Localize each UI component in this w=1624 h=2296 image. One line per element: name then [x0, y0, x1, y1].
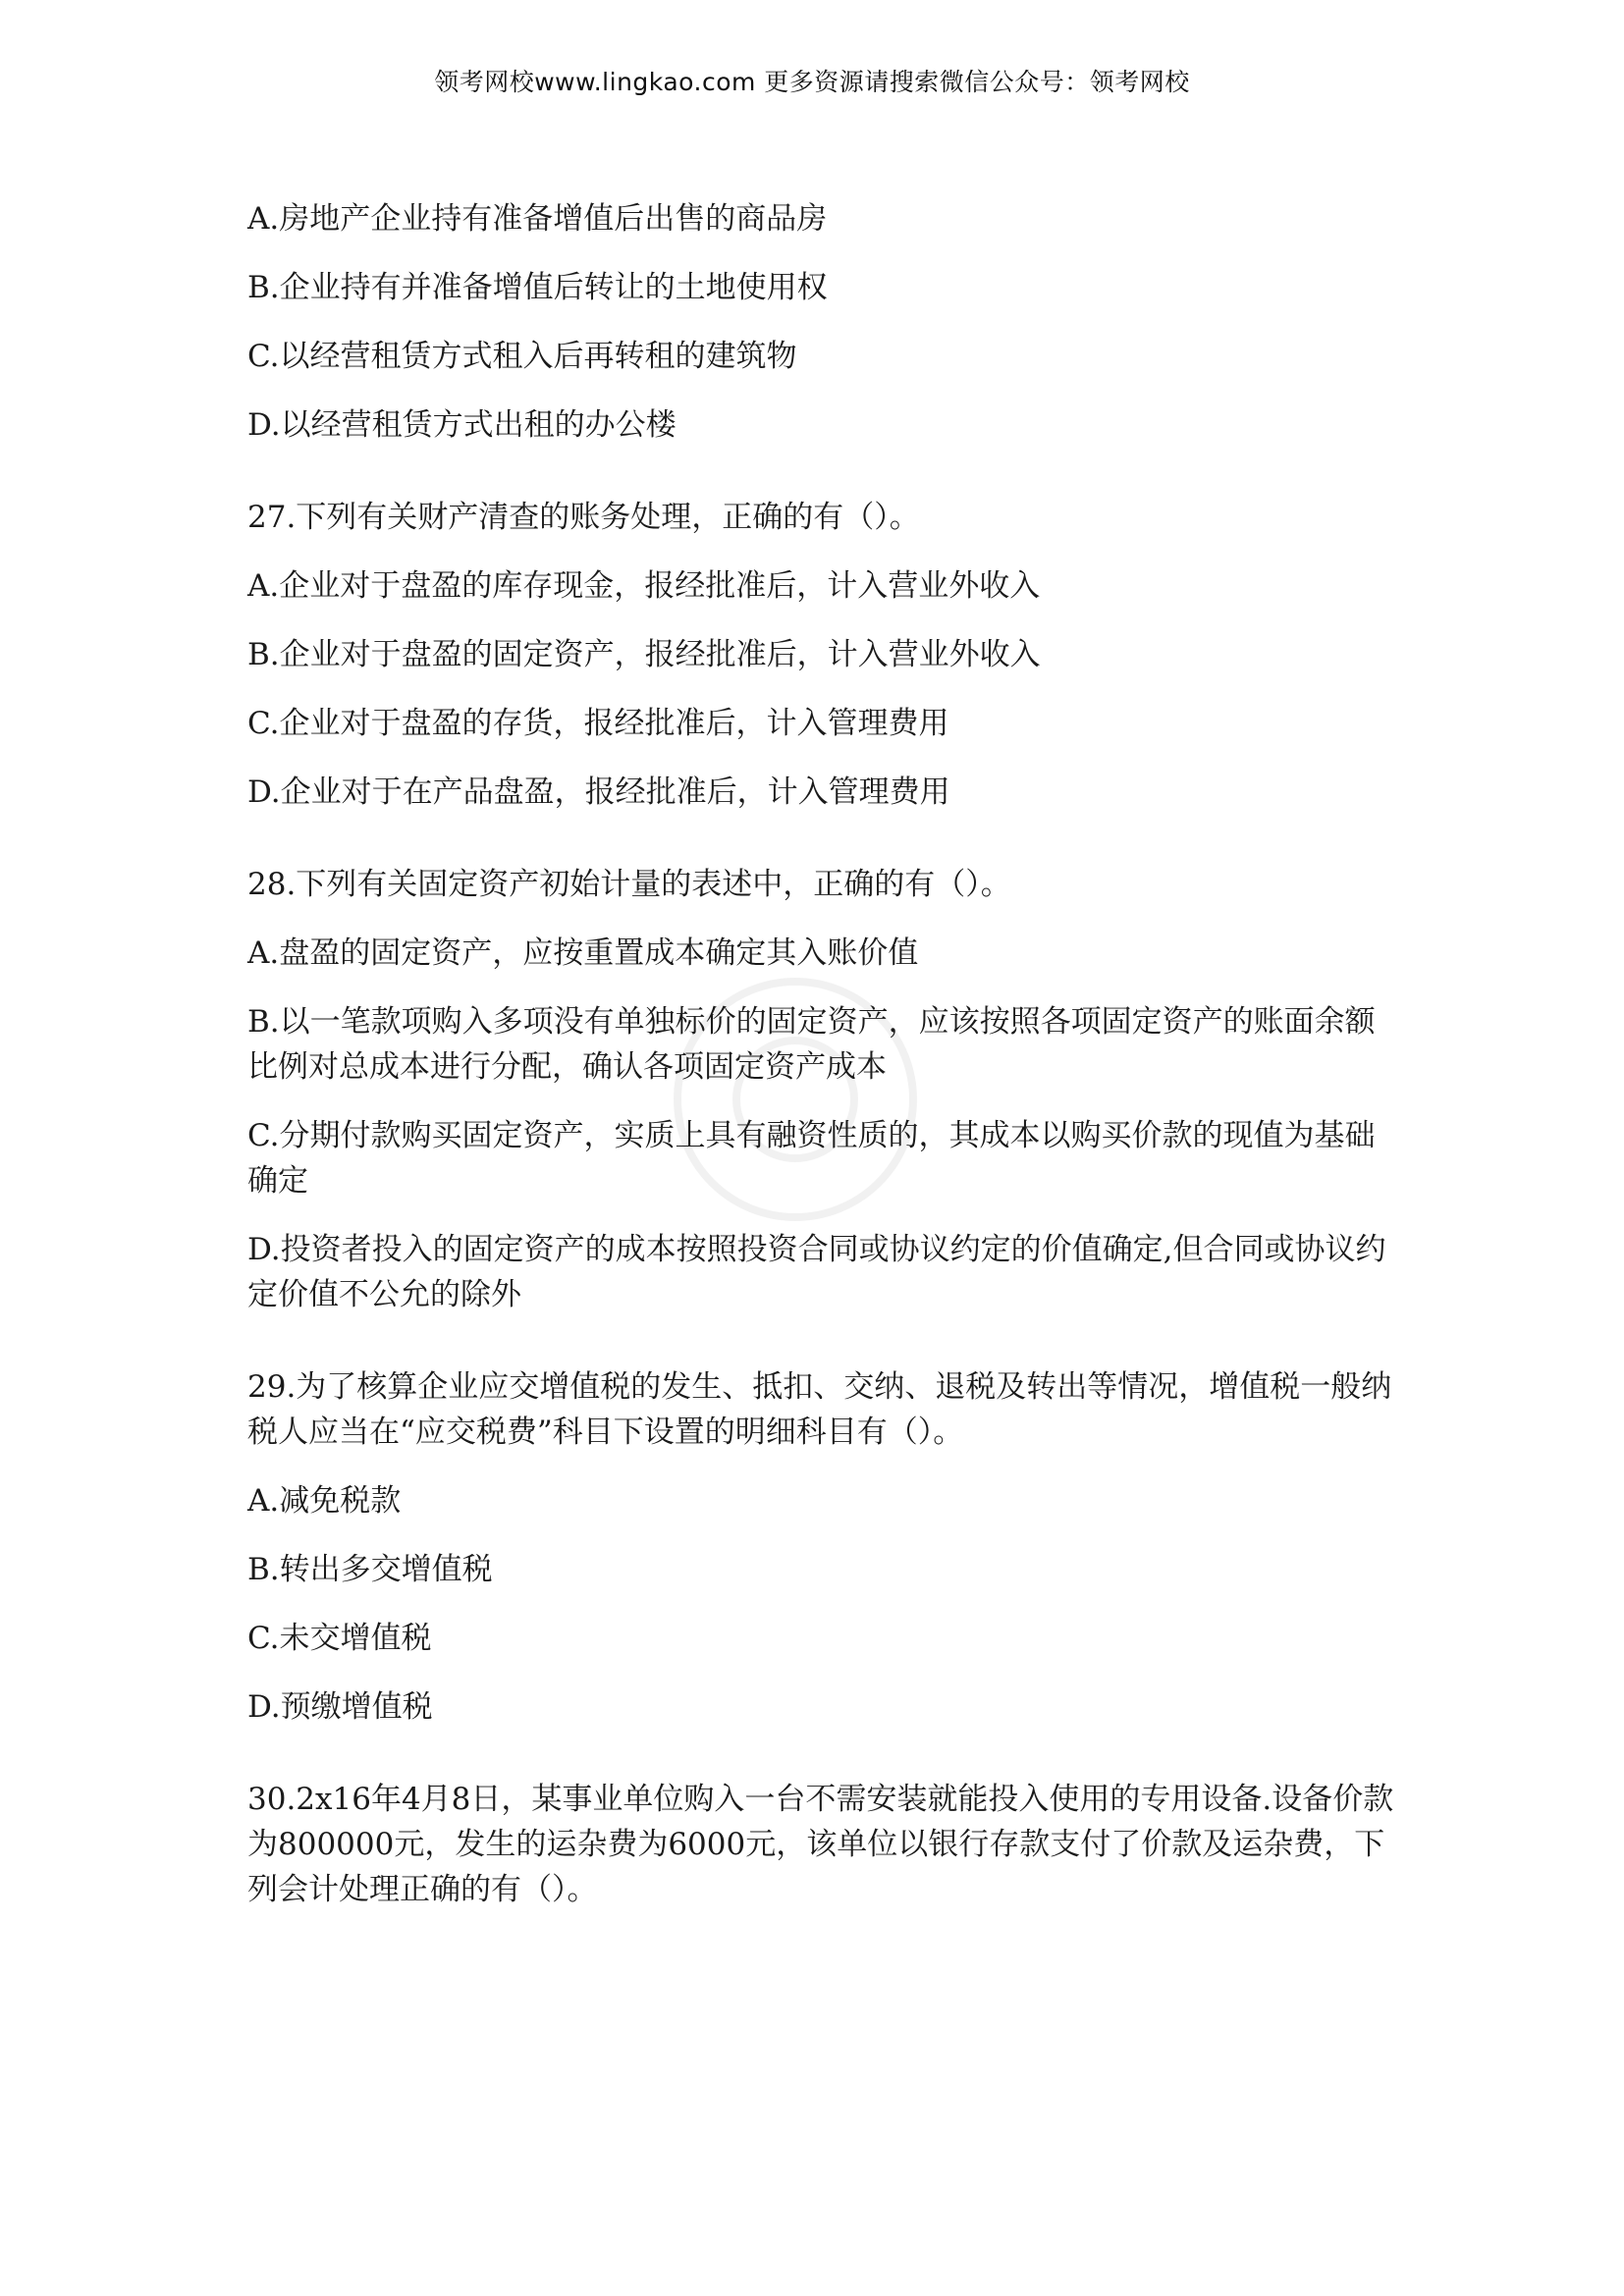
question-stem: 27.下列有关财产清查的账务处理，正确的有（）。	[247, 500, 920, 535]
question-stem: 30.2x16年4月8日，某事业单位购入一台不需安装就能投入使用的专用设备.设备价款为800000元，发生的运杂费为6000元，该单位以银行存款支付了价款及运杂费，下列会计处理正确的有（）。	[247, 1782, 1394, 1907]
option-b: B.企业对于盘盈的固定资产，报经批准后，计入营业外收入	[247, 637, 1041, 672]
option-a: A.盘盈的固定资产，应按重置成本确定其入账价值	[247, 935, 919, 971]
page-header: 领考网校www.lingkao.com 更多资源请搜索微信公众号：领考网校	[434, 68, 1190, 96]
option-b: B.企业持有并准备增值后转让的土地使用权	[247, 270, 828, 305]
option-b: B.转出多交增值税	[247, 1552, 493, 1587]
question-stem: 28.下列有关固定资产初始计量的表述中，正确的有（）。	[247, 867, 1011, 902]
option-d: D.以经营租赁方式出租的办公楼	[247, 407, 677, 443]
option-c: C.未交增值税	[247, 1621, 432, 1656]
option-a: A.房地产企业持有准备增值后出售的商品房	[247, 201, 828, 237]
question-27	[247, 495, 1394, 815]
question-30	[247, 1777, 1394, 1912]
option-c: C.以经营租赁方式租入后再转租的建筑物	[247, 339, 797, 374]
option-a: A.减免税款	[247, 1483, 402, 1519]
option-a: A.企业对于盘盈的库存现金，报经批准后，计入营业外收入	[247, 568, 1041, 604]
document-body	[247, 196, 1394, 1936]
option-b: B.以一笔款项购入多项没有单独标价的固定资产，应该按照各项固定资产的账面余额比例对总成本进行分配，确认各项固定资产成本	[247, 1004, 1376, 1085]
question-28	[247, 862, 1394, 1317]
option-c: C.企业对于盘盈的存货，报经批准后，计入管理费用	[247, 706, 949, 741]
question-stem: 29.为了核算企业应交增值税的发生、抵扣、交纳、退税及转出等情况，增值税一般纳税人应当在“应交税费”科目下设置的明细科目有（）。	[247, 1369, 1392, 1450]
option-d: D.投资者投入的固定资产的成本按照投资合同或协议约定的价值确定,但合同或协议约定价值不公允的除外	[247, 1232, 1386, 1312]
option-c: C.分期付款购买固定资产，实质上具有融资性质的，其成本以购买价款的现值为基础确定	[247, 1118, 1376, 1199]
option-d: D.预缴增值税	[247, 1689, 433, 1725]
question-29	[247, 1364, 1394, 1730]
prev-question-options	[247, 196, 1394, 448]
option-d: D.企业对于在产品盘盈，报经批准后，计入管理费用	[247, 774, 950, 810]
